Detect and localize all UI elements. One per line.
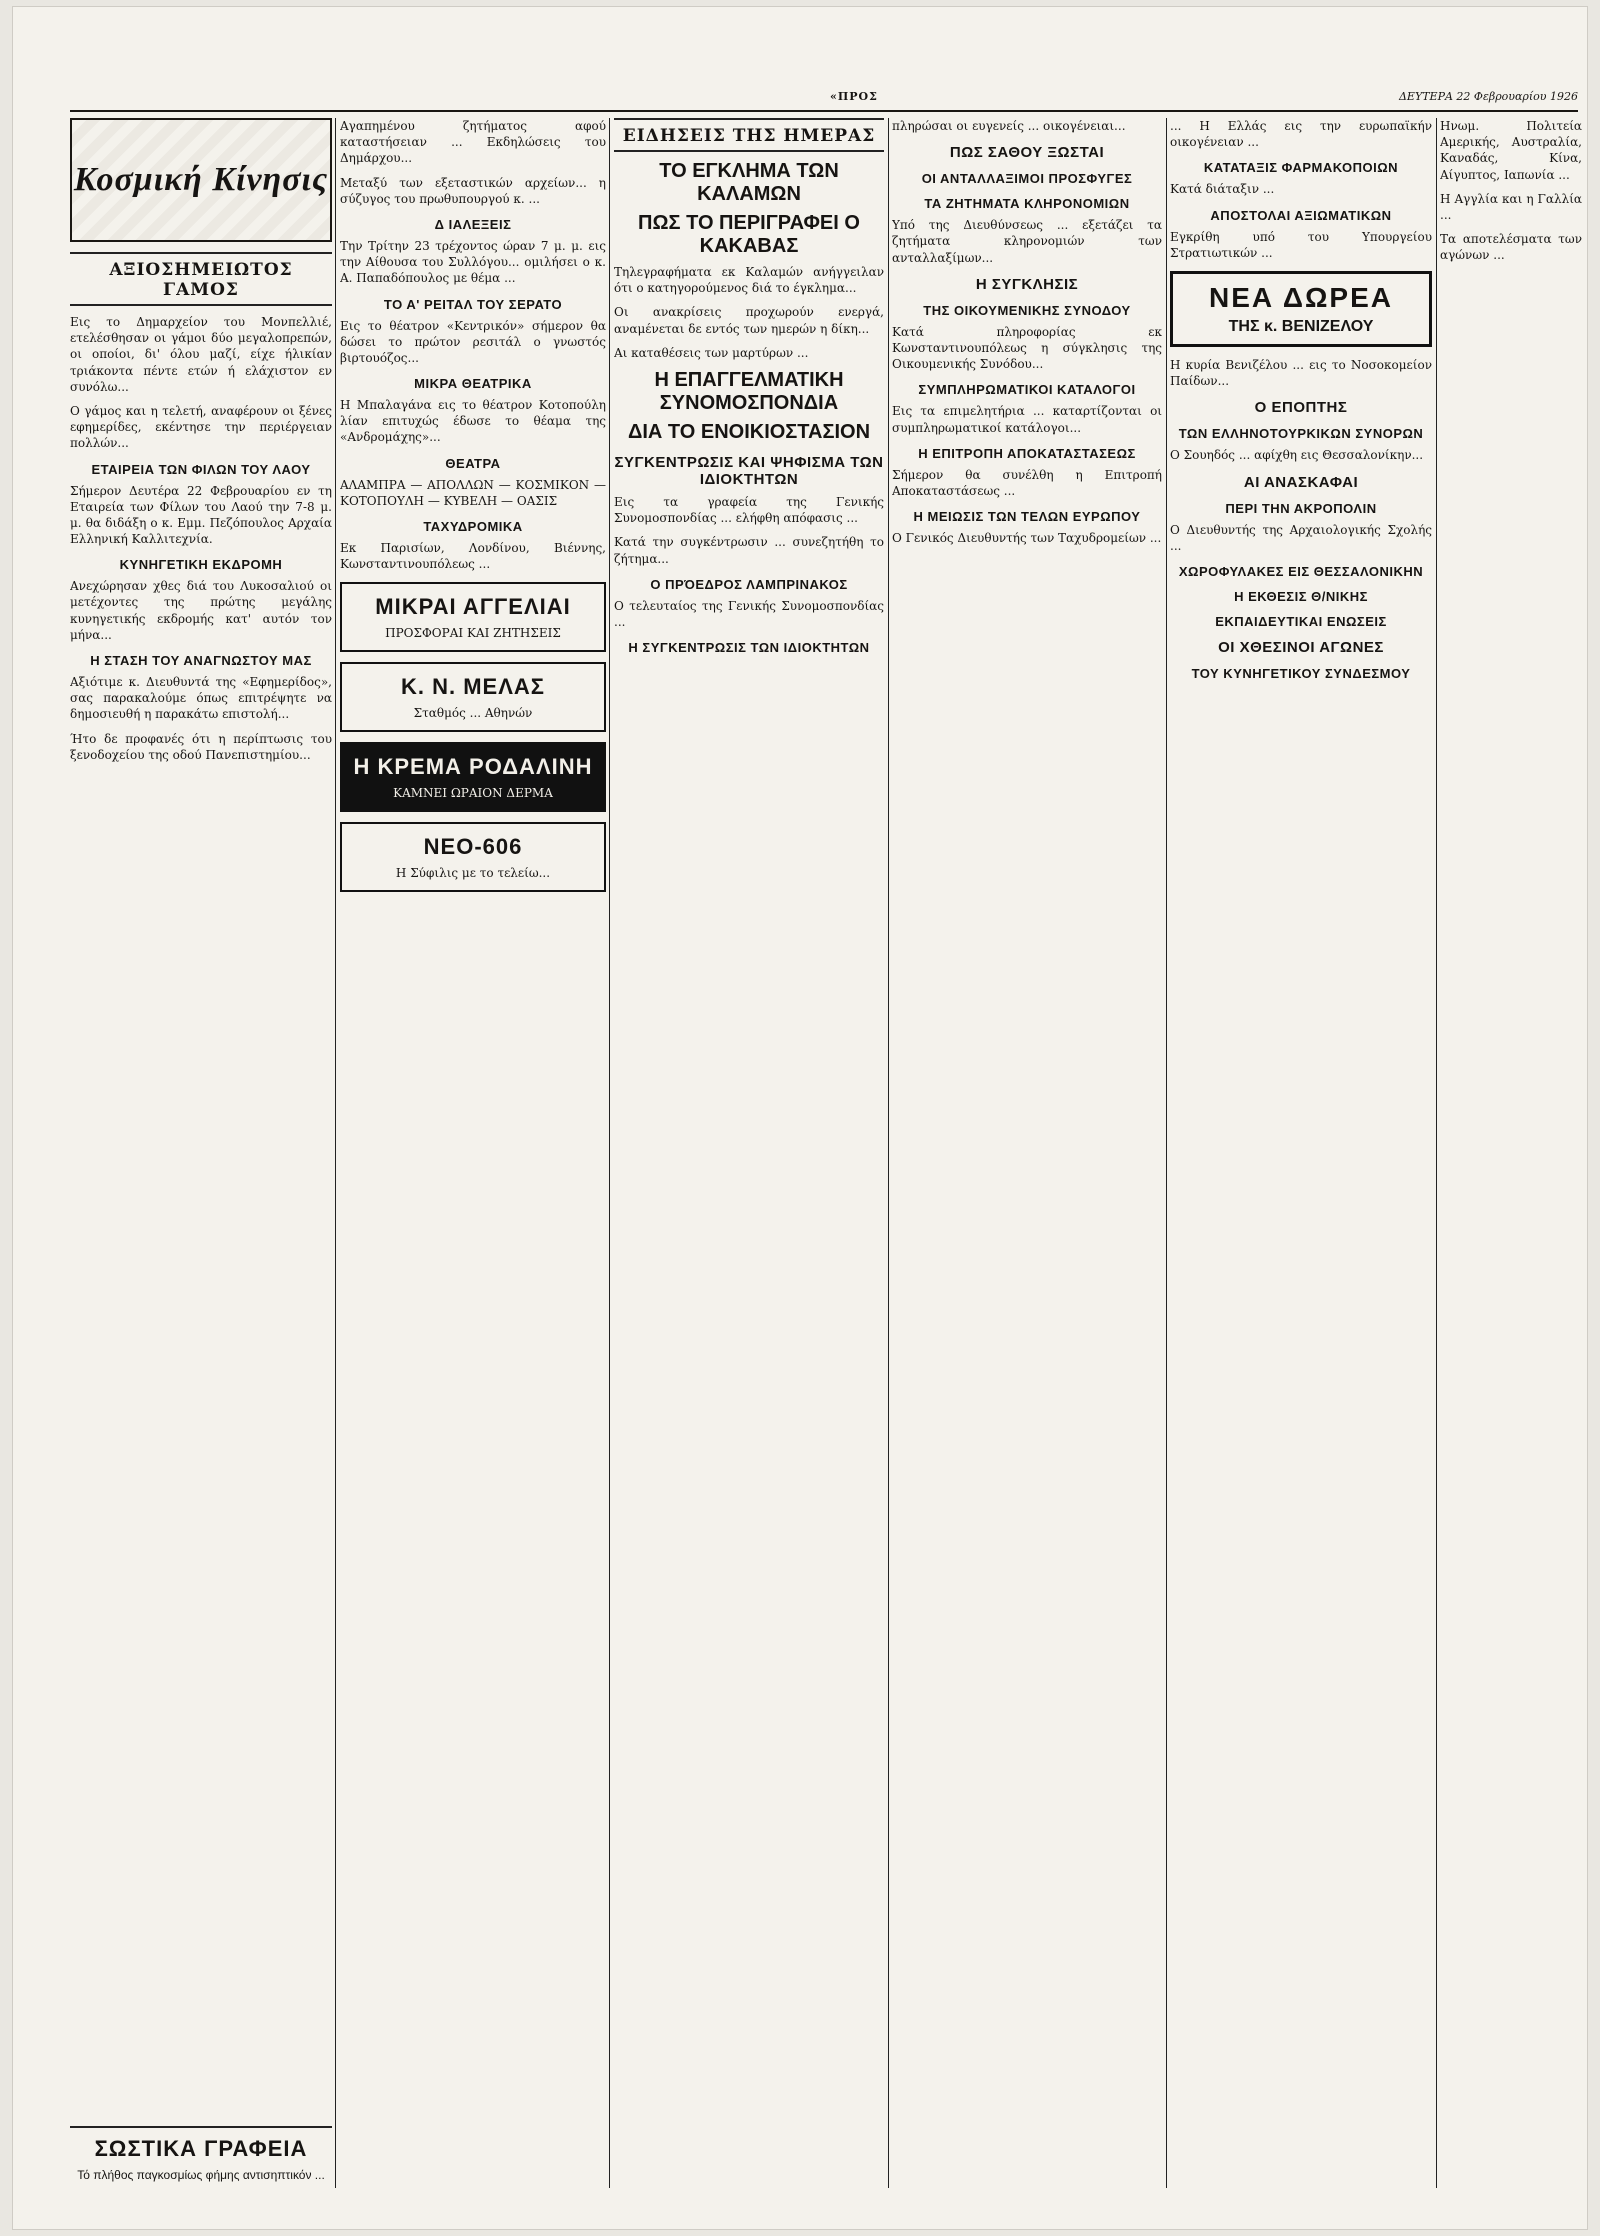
article-text: Κατά πληροφορίας εκ Κωνσταντινουπόλεως η σύγκλησις της Οικουμενικής Συνόδου...	[892, 324, 1162, 372]
article-text: Αξιότιμε κ. Διευθυντά της «Εφημερίδος», σας παρακαλούμε όπως επιτρέψητε να δημοσιευθή η παρακάτω επιστολή...	[70, 675, 332, 722]
article-subhead: ΚΑΤΑΤΑΞΙΣ ΦΑΡΜΑΚΟΠΟΙΩΝ	[1203, 160, 1399, 176]
article-text: Η Αγγλία και η Γαλλία ...	[1440, 191, 1582, 222]
article-text: πληρώσαι οι ευγενείς ... οικογένειαι...	[892, 119, 1126, 133]
article-text: Η Μπαλαγάνα εις το θέατρον Κοτοπούλη λίαν επιτυχώς έδωσε το θέαμα της «Ανδρομάχης»...	[340, 398, 606, 445]
article-subhead: ΧΩΡΟΦΥΛΑΚΕΣ ΕΙΣ ΘΕΣΣΑΛΟΝΙΚΗΝ	[1178, 563, 1424, 579]
headline: ΔΙΑ ΤΟ ΕΝΟΙΚΙΟΣΤΑΣΙΟΝ	[627, 420, 871, 443]
article-subhead: ΤΑΧΥΔΡΟΜΙΚΑ	[423, 519, 523, 534]
article-subhead: Η ΕΠΙΤΡΟΠΗ ΑΠΟΚΑΤΑΣΤΑΣΕΩΣ	[918, 445, 1136, 461]
headline: ΠΩΣ ΤΟ ΠΕΡΙΓΡΑΦΕΙ Ο ΚΑΚΑΒΑΣ	[638, 212, 860, 257]
article-subhead: ΟΙ ΑΝΤΑΛΛΑΞΙΜΟΙ ΠΡΟΣΦΥΓΕΣ	[921, 171, 1133, 187]
article-subhead: ΑΙ ΑΝΑΣΚΑΦΑΙ	[1243, 473, 1359, 491]
article-subhead: Η ΣΥΓΚΕΝΤΡΩΣΙΣ ΤΩΝ ΙΔΙΟΚΤΗΤΩΝ	[628, 640, 870, 656]
article-subhead: Ο ΠΡΌΕΔΡΟΣ ΛΑΜΠΡΙΝΑΚΟΣ	[650, 576, 848, 592]
headline: Η ΕΠΑΓΓΕΛΜΑΤΙΚΗ ΣΥΝΟΜΟΣΠΟΝΔΙΑ	[654, 368, 844, 414]
article-subhead: ΤΩΝ ΕΛΛΗΝΟΤΟΥΡΚΙΚΩΝ ΣΥΝΟΡΩΝ	[1178, 426, 1424, 442]
article-text: Την Τρίτην 23 τρέχοντος ώραν 7 μ. μ. εις την Αίθουσα του Συλλόγου... ομιλήσει ο κ. Α. Παπαδόπουλος με θέμα ...	[340, 238, 606, 286]
article-text: Οι ανακρίσεις προχωρούν ενεργά, αναμένεται δε εντός των ημερών η δίκη...	[614, 305, 884, 336]
article-text: Τα αποτελέσματα των αγώνων ...	[1440, 232, 1582, 263]
column-5	[1170, 118, 1432, 2188]
ad-melas	[340, 662, 606, 732]
column-4	[892, 118, 1162, 2188]
article-text: Ανεχώρησαν χθες διά του Λυκοσαλιού οι μετέχοντες της πρώτης μεγάλης κυνηγετικής εκδρομής κατ' αυτόν τον μήνα...	[70, 579, 332, 642]
article-text: ΑΛΑΜΠΡΑ — ΑΠΟΛΛΩΝ — ΚΟΣΜΙΚΟΝ — ΚΟΤΟΠΟΥΛΗ — ΚΥΒΕΛΗ — ΟΑΣΙΣ	[340, 477, 606, 508]
article-subhead: Η ΣΤΑΣΗ ΤΟΥ ΑΝΑΓΝΩΣΤΟΥ ΜΑΣ	[90, 653, 312, 668]
ad-line: Η Σύφιλις με το τελείω...	[395, 866, 551, 881]
article-subhead: Δ ΙΑΛΕΞΕΙΣ	[434, 216, 512, 232]
article-title: ΑΞΙΟΣΗΜΕΙΩΤΟΣ ΓΑΜΟΣ	[70, 252, 332, 306]
ad-line: ΠΡΟΣΦΟΡΑΙ ΚΑΙ ΖΗΤΗΣΕΙΣ	[385, 626, 561, 641]
column-2	[340, 118, 606, 2188]
article-text: Εις το Δημαρχείον του Μονπελλιέ, ετελέσθησαν οι γάμοι δύο μεγαλοπρεπών, οι οποίοι, δι' όλου μαζί, είχε ήλικίαν τριάκοντα πέντε ετών ή ελάχιστον εν συνόλω...	[70, 315, 332, 394]
masthead	[70, 90, 1588, 108]
footer-ad-title: ΣΩΣΤΙΚΑ ΓΡΑΦΕΙΑ	[94, 2136, 308, 2161]
section-banner	[70, 118, 332, 242]
ad-neo-606	[340, 822, 606, 892]
article-subhead: Η ΕΚΘΕΣΙΣ Θ/ΝΙΚΗΣ	[1234, 588, 1368, 604]
footer-ad-line: Τό πλήθος παγκοσμίως φήμης αντισηπτικόν ...	[77, 2168, 325, 2182]
ad-title: ΜΙΚΡΑΙ ΑΓΓΕΛΙΑΙ	[375, 594, 571, 620]
article-text: Ήτο δε προφανές ότι η περίπτωσις του ξενοδοχείου της οδού Πανεπιστημίου...	[70, 731, 332, 762]
article-text: ... Η Ελλάς εις την ευρωπαϊκήν οικογένειαν ...	[1170, 119, 1432, 150]
article-text: Εις τα επιμελητήρια ... καταρτίζονται οι συμπληρωματικοί κατάλογοι...	[892, 404, 1162, 435]
article-text: Τηλεγραφήματα εκ Καλαμών ανήγγειλαν ότι ο κατηγορούμενος διά το έγκλημα...	[614, 265, 884, 296]
column-rule	[1166, 118, 1167, 2188]
column-3	[614, 118, 884, 2188]
article-text: Ο Διευθυντής της Αρχαιολογικής Σχολής ...	[1170, 522, 1432, 553]
column-6	[1440, 118, 1582, 2188]
headline: ΤΟ ΕΓΚΛΗΜΑ ΤΩΝ ΚΑΛΑΜΩΝ	[659, 160, 839, 205]
article-text: Ο γάμος και η τελετή, αναφέρουν οι ξένες εφημερίδες, εκέντησε την περιέργειαν πολλών...	[70, 403, 332, 451]
article-subhead: Ο ΕΠΟΠΤΗΣ	[1254, 399, 1348, 417]
article-text: Υπό της Διευθύνσεως ... εξετάζει τα ζητήματα κληρονομιών των ανταλλαξίμων...	[892, 218, 1162, 265]
article-text: Εις τα γραφεία της Γενικής Συνομοσπονδίας ... ελήφθη απόφασις ...	[614, 494, 884, 526]
article-text: Εκ Παρισίων, Λονδίνου, Βιέννης, Κωνσταντινουπόλεως ...	[340, 541, 606, 572]
article-text: Ο Γενικός Διευθυντής των Ταχυδρομείων ...	[892, 531, 1162, 546]
article-subhead: ΕΚΠΑΙΔΕΥΤΙΚΑΙ ΕΝΩΣΕΙΣ	[1215, 613, 1387, 629]
ad-small-ads	[340, 582, 606, 652]
article-text: Ηνωμ. Πολιτεία Αμερικής, Αυστραλία, Καναδάς, Κίνα, Αίγυπτος, Ιαπωνία ...	[1440, 119, 1582, 182]
article-subhead: ΤΗΣ ΟΙΚΟΥΜΕΝΙΚΗΣ ΣΥΝΟΔΟΥ	[923, 302, 1131, 318]
article-text: Σήμερον θα συνέλθη η Επιτροπή Αποκαταστάσεως ...	[892, 467, 1162, 498]
article-subhead: Η ΣΥΓΚΛΗΣΙΣ	[975, 275, 1079, 293]
article-text: Σήμερον Δευτέρα 22 Φεβρουαρίου εν τη Εταιρεία των Φίλων του Λαού την 7-8 μ. μ. θα διδάξη ο κ. Εμμ. Πεζόπουλος Αρχαία Ελληνική Καλλιτεχνία.	[70, 483, 332, 547]
ad-line: ΚΑΜΝΕΙ ΩΡΑΙΟΝ ΔΕΡΜΑ	[393, 786, 553, 801]
column-rule	[609, 118, 610, 2188]
column-rule	[335, 118, 336, 2188]
masthead-center: «ΠΡΟΣ	[830, 90, 878, 103]
article-subhead: ΜΙΚΡΑ ΘΕΑΤΡΙΚΑ	[414, 376, 532, 392]
article-subhead: ΤΑ ΖΗΤΗΜΑΤΑ ΚΛΗΡΟΝΟΜΙΩΝ	[924, 196, 1130, 212]
highlight-title: ΝΕΑ ΔΩΡΕΑ	[1208, 281, 1393, 313]
ad-title: Κ. Ν. ΜΕΛΑΣ	[401, 674, 545, 700]
article-subhead: Η ΜΕΙΩΣΙΣ ΤΩΝ ΤΕΛΩΝ ΕΥΡΩΠΟΥ	[913, 509, 1141, 525]
news-banner: ΕΙΔΗΣΕΙΣ ΤΗΣ ΗΜΕΡΑΣ	[614, 118, 884, 152]
article-text: Η κυρία Βενιζέλου ... εις το Νοσοκομείον Παίδων...	[1170, 357, 1432, 389]
article-subhead: ΑΠΟΣΤΟΛΑΙ ΑΞΙΩΜΑΤΙΚΩΝ	[1210, 207, 1392, 223]
article-subhead: ΣΥΓΚΕΝΤΡΩΣΙΣ ΚΑΙ ΨΗΦΙΣΜΑ ΤΩΝ ΙΔΙΟΚΤΗΤΩΝ	[614, 453, 884, 488]
newspaper-page	[12, 6, 1588, 2230]
article-text: Κατά διάταξιν ...	[1170, 182, 1275, 197]
section-banner-text: Κοσμική Κίνησις	[73, 161, 329, 198]
ad-cream	[340, 742, 606, 812]
footer-ad	[70, 2126, 332, 2182]
article-text: Ο τελευταίος της Γενικής Συνομοσπονδίας ...	[614, 598, 884, 629]
article-subhead: ΤΟ Α' ΡΕΙΤΑΛ ΤΟΥ ΣΕΡΑΤΟ	[383, 296, 563, 312]
column-rule	[888, 118, 889, 2188]
masthead-rule	[70, 110, 1578, 112]
article-text: Μεταξύ των εξεταστικών αρχείων... η σύζυγος του πρωθυπουργού κ. ...	[340, 175, 606, 206]
article-subhead: ΠΩΣ ΣΑΘΟΥ ΞΩΣΤΑΙ	[949, 144, 1105, 162]
highlight-box	[1170, 271, 1432, 347]
article-text: Εις το θέατρον «Κεντρικόν» σήμερον θα δώσει το πρώτον ρεσιτάλ ο γνωστός βιρτουόζος...	[340, 318, 606, 365]
article-subhead: ΟΙ ΧΘΕΣΙΝΟΙ ΑΓΩΝΕΣ	[1218, 638, 1384, 656]
article-subhead: ΤΟΥ ΚΥΝΗΓΕΤΙΚΟΥ ΣΥΝΔΕΣΜΟΥ	[1191, 665, 1411, 681]
article-text: Κατά την συγκέντρωσιν ... συνεζητήθη το ζήτημα...	[614, 535, 884, 566]
article-text: Αι καταθέσεις των μαρτύρων ...	[614, 345, 809, 360]
masthead-date: ΔΕΥΤΕΡΑ 22 Φεβρουαρίου 1926	[1398, 90, 1578, 103]
article-text: Εγκρίθη υπό του Υπουργείου Στρατιωτικών ...	[1170, 229, 1432, 260]
column-1	[70, 118, 332, 2188]
highlight-subtitle: ΤΗΣ κ. ΒΕΝΙΖΕΛΟΥ	[1228, 317, 1374, 335]
article-text: Ο Σουηδός ... αφίχθη εις Θεσσαλονίκην...	[1170, 448, 1424, 463]
article-text: Αγαπημένου ζητήματος αφού καταστήσειαν ... Εκδηλώσεις του Δημάρχου...	[340, 119, 606, 166]
article-subhead: ΠΕΡΙ ΤΗΝ ΑΚΡΟΠΟΛΙΝ	[1225, 500, 1377, 516]
article-subhead: ΣΥΜΠΛΗΡΩΜΑΤΙΚΟΙ ΚΑΤΑΛΟΓΟΙ	[918, 382, 1136, 398]
article-subhead: ΕΤΑΙΡΕΙΑ ΤΩΝ ΦΙΛΩΝ ΤΟΥ ΛΑΟΥ	[91, 461, 311, 477]
article-subhead: ΘΕΑΤΡΑ	[445, 455, 501, 471]
ad-title: Η ΚΡΕΜΑ ΡΟΔΑΛΙΝΗ	[353, 754, 593, 780]
ad-line: Σταθμός ... Αθηνών	[413, 706, 533, 721]
column-rule	[1436, 118, 1437, 2188]
ad-title: ΝΕΟ-606	[423, 834, 523, 860]
article-subhead: ΚΥΝΗΓΕΤΙΚΗ ΕΚΔΡΟΜΗ	[119, 557, 283, 573]
